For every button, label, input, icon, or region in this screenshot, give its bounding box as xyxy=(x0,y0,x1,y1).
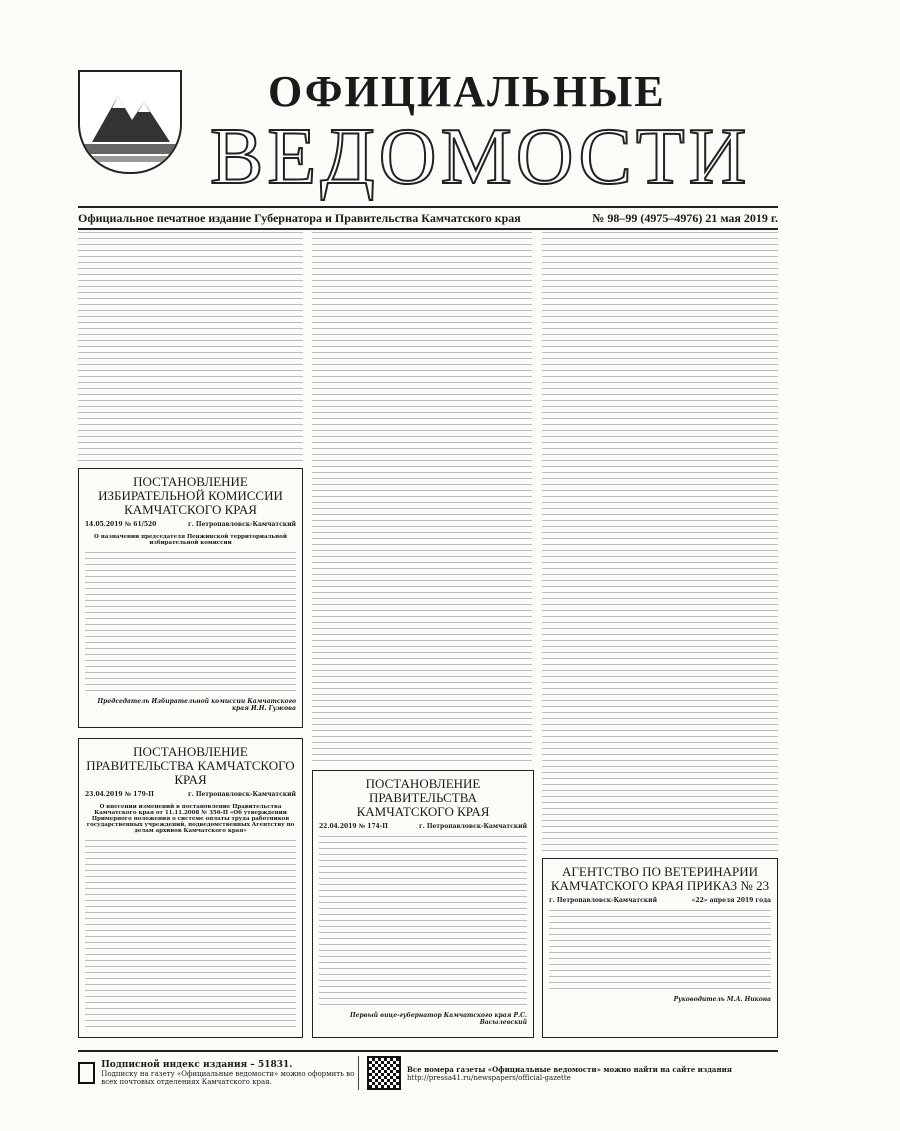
masthead-title-main: ВЕДОМОСТИ xyxy=(210,113,751,201)
order-text xyxy=(549,910,771,990)
resolution-heading: ПОСТАНОВЛЕНИЕ ПРАВИТЕЛЬСТВА КАМЧАТСКОГО КРАЯ xyxy=(86,744,295,787)
resolution-meta xyxy=(85,791,296,798)
resolution-meta xyxy=(85,521,296,528)
resolution-body xyxy=(85,840,296,1030)
resolution-date: 23.04.2019 № 179-П xyxy=(85,791,154,798)
resolution-city: г. Петропавловск-Камчатский xyxy=(187,791,296,798)
resolution-city: г. Петропавловск-Камчатский xyxy=(187,521,296,528)
kamchatka-emblem-icon xyxy=(78,70,182,174)
text-column xyxy=(312,232,532,762)
issue-number: № 98–99 (4975–4976) 21 мая 2019 г. xyxy=(592,210,778,225)
order-signature: Руководитель М.А. Никона xyxy=(673,996,771,1003)
footer-subscription xyxy=(78,1060,358,1086)
resolution-date: 22.04.2019 № 174-П xyxy=(319,823,388,830)
subscription-index: Подписной индекс издания – 51831. xyxy=(101,1060,293,1070)
resolution-caption: О назначении председателя Пенжинской территориальной избирательной комиссии xyxy=(94,534,287,546)
envelope-icon xyxy=(78,1062,95,1084)
column-text xyxy=(78,232,303,462)
text-column xyxy=(78,232,303,462)
resolution-meta xyxy=(319,823,527,830)
footer-online-text xyxy=(407,1065,732,1082)
resolution-body xyxy=(319,836,527,1006)
electoral-commission-resolution xyxy=(78,468,303,728)
resolution-signature: Первый вице-губернатор Камчатского края Р.С. Васылевский xyxy=(349,1012,527,1026)
resolution-text xyxy=(85,840,296,1030)
footer xyxy=(78,1050,778,1094)
veterinary-order xyxy=(542,858,778,1038)
resolution-heading: ПОСТАНОВЛЕНИЕ ИЗБИРАТЕЛЬНОЙ КОМИССИИ КАМЧАТСКОГО КРАЯ xyxy=(98,474,283,517)
resolution-text xyxy=(85,552,296,692)
masthead-title-top: ОФИЦИАЛЬНЫЕ xyxy=(268,67,666,116)
subscription-note: Подписку на газету «Официальные ведомости» можно оформить во всех почтовых отделениях Камчатского края. xyxy=(101,1070,355,1086)
online-note: Все номера газеты «Официальные ведомости» можно найти на сайте издания xyxy=(407,1064,732,1074)
resolution-caption: О внесении изменений в постановление Правительства Камчатского края от 11.11.2008 № 356-П «Об утверждении Примерного положения о системе оплаты труда работников государственных учреждений, подведомственных Агентству по делам архивов Камчатского края» xyxy=(86,804,295,834)
resolution-body xyxy=(85,552,296,692)
government-resolution-179 xyxy=(78,738,303,1038)
site-url[interactable]: http://pressa41.ru/newspapers/official-gazette xyxy=(407,1073,571,1082)
column-text xyxy=(542,232,778,852)
order-city: г. Петропавловск-Камчатский xyxy=(549,897,658,904)
footer-subscription-text xyxy=(101,1060,358,1086)
resolution-date: 14.05.2019 № 61/520 xyxy=(85,521,157,528)
order-meta xyxy=(549,897,771,904)
footer-online xyxy=(358,1056,778,1090)
order-date: «22» апреля 2019 года xyxy=(691,897,771,904)
text-column xyxy=(542,232,778,852)
order-body xyxy=(549,910,771,990)
resolution-city: г. Петропавловск-Камчатский xyxy=(418,823,527,830)
qr-code-icon[interactable] xyxy=(367,1056,401,1090)
publication-subtitle: Официальное печатное издание Губернатора и Правительства Камчатского края xyxy=(78,210,521,225)
resolution-text xyxy=(319,836,527,1006)
order-heading: АГЕНТСТВО ПО ВЕТЕРИНАРИИ КАМЧАТСКОГО КРАЯ ПРИКАЗ № 23 xyxy=(550,864,770,893)
government-resolution-174 xyxy=(312,770,534,1038)
resolution-signature: Председатель Избирательной комиссии Камчатского края И.Н. Гужова xyxy=(97,698,296,712)
resolution-heading: ПОСТАНОВЛЕНИЕ ПРАВИТЕЛЬСТВА КАМЧАТСКОГО КРАЯ xyxy=(356,776,490,819)
masthead xyxy=(78,60,778,210)
masthead-subline xyxy=(78,206,778,230)
column-text xyxy=(312,232,532,762)
